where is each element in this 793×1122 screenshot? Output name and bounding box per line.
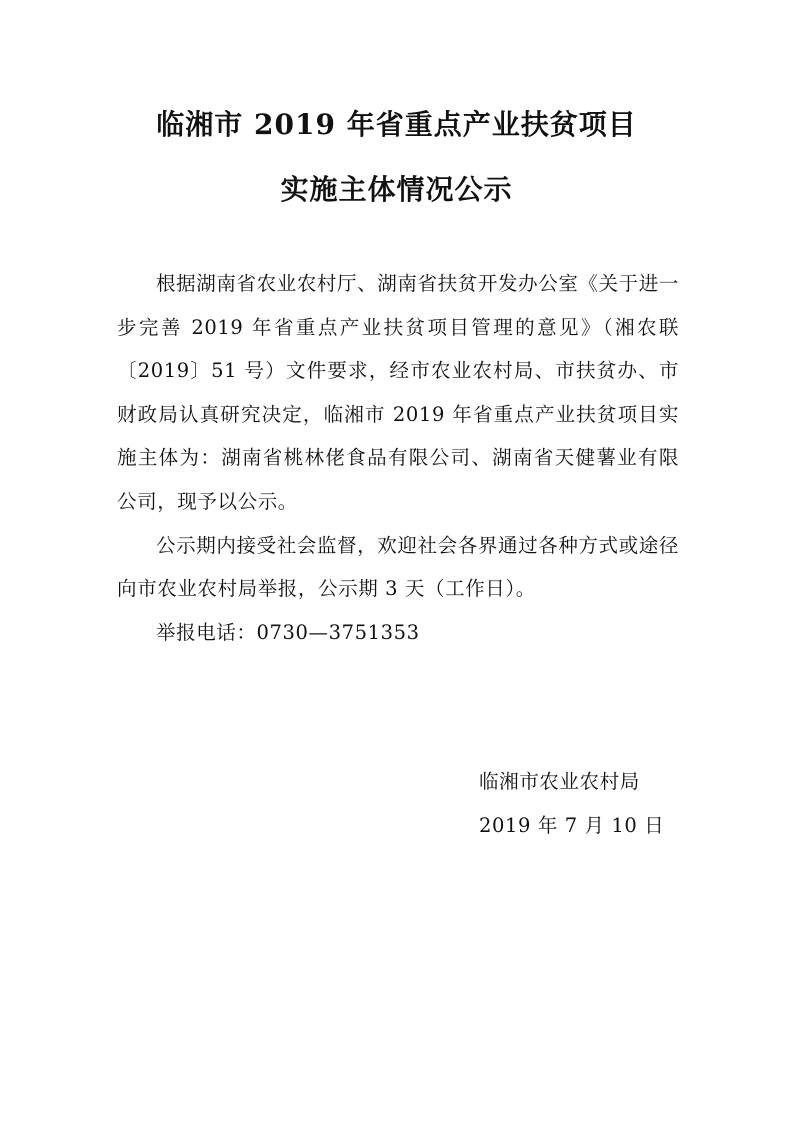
document-title-line-1: 临湘市 2019 年省重点产业扶贫项目 xyxy=(156,108,637,141)
document-title-line-2: 实施主体情况公示 xyxy=(280,173,513,206)
signature-date: 2019 年 7 月 10 日 xyxy=(479,814,665,837)
paragraph-basis: 根据湖南省农业农村厅、湖南省扶贫开发办公室《关于进一步完善 2019 年省重点产业扶贫项目管理的意见》（湘农联〔2019〕51 号）文件要求，经市农业农村局、市扶贫办、市财政局认真研究决定，临湘市 2019 年省重点产业扶贫项目实施主体为：湖南省桃林佬食品有限公司、湖南省天健薯业有限公司，现予以公示。 xyxy=(117,272,679,513)
document-body xyxy=(117,262,679,654)
signature-organization: 临湘市农业农村局 xyxy=(479,770,640,793)
paragraph-hotline: 举报电话：0730—3751353 xyxy=(156,620,420,644)
paragraph-supervision: 公示期内接受社会监督，欢迎社会各界通过各种方式或途径向市农业农村局举报，公示期 3 天（工作日）。 xyxy=(117,533,679,601)
